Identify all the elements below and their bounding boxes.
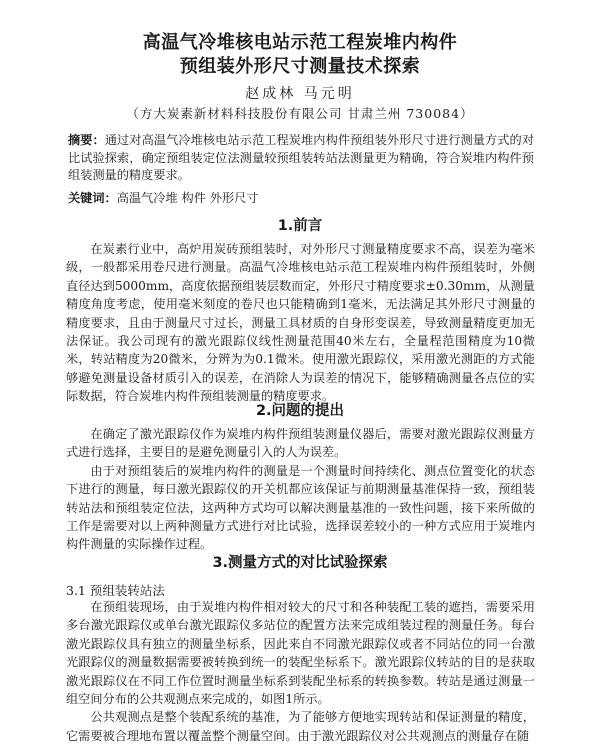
keywords-label: 关键词： <box>68 191 117 205</box>
section-body-introduction <box>66 240 535 406</box>
affiliation: （方大炭素新材料科技股份有限公司 甘肃兰州 730084） <box>126 106 474 121</box>
abstract <box>68 132 534 185</box>
section-heading-comparison: 3.测量方式的对比试验探索 <box>212 555 388 571</box>
keywords-text: 高温气冷堆 构件 外形尺寸 <box>116 191 259 205</box>
section-body-problem <box>66 425 535 554</box>
section-body-comparison <box>66 598 535 745</box>
abstract-label: 摘要： <box>68 133 105 147</box>
authors: 赵成林 马元明 <box>245 86 355 102</box>
paragraph: 在预组装现场，由于炭堆内构件相对较大的尺寸和各种装配工装的遮挡，需要采用多台激光跟踪仪或单台激光跟踪仪多站位的配置方法来完成组装过程的测量任务。每台激光跟踪仪具有独立的测量坐标系，因此来自不同激光跟踪仪或者不同站位的同一台激光跟踪仪的测量数据需要被转换到统一的装配坐标系下。激光跟踪仪转站的目的是获取激光跟踪仪在不同工作位置时测量坐标系到装配坐标系的转换参数。转站是通过测量一组空间分布的公共观测点来完成的，如图1所示。 <box>66 600 535 707</box>
paper-title-line-1: 高温气冷堆核电站示范工程炭堆内构件 <box>142 32 458 53</box>
section-heading-introduction: 1.前言 <box>277 218 323 234</box>
subsection-heading: 3.1 预组装转站法 <box>66 583 165 598</box>
section-heading-problem: 2.问题的提出 <box>255 403 345 419</box>
paragraph: 在确定了激光跟踪仪作为炭堆内构件预组装测量仪器后，需要对激光跟踪仪测量方式进行选择，主要目的是避免测量引入的人为误差。 <box>66 427 535 460</box>
abstract-text: 通过对高温气冷堆核电站示范工程炭堆内构件预组装外形尺寸进行测量方式的对比试验探索，确定预组装定位法测量较预组装转站法测量更为精确，符合炭堆内构件预组装测量的精度要求。 <box>68 133 535 182</box>
keywords <box>68 190 534 207</box>
paper-title-line-2: 预组装外形尺寸测量技术探索 <box>179 56 421 77</box>
paragraph: 在炭素行业中，高炉用炭砖预组装时，对外形尺寸测量精度要求不高，误差为毫米级，一般都采用卷尺进行测量。高温气冷堆核电站示范工程炭堆内构件预组装时，外侧直径达到5000mm，高度依据预组装层数而定，外形尺寸精度要求±0.30mm，从测量精度角度考虑，使用毫米刻度的卷尺也只能精确到1毫米，无法满足其外形尺寸测量的精度要求，且由于测量尺寸过长，测量工具材质的自身形变误差，导致测量精度更加无法保证。我公司现有的激光跟踪仪线性测量范围40米左右，全量程范围精度为10微米，转站精度为20微米，分辨为为0.1微米。使用激光跟踪仪，采用激光测距的方式能够避免测量设备材质引入的误差，在消除人为误差的情况下，能够精确测量各点位的实际数据，符合炭堆内构件预组装测量的精度要求。 <box>66 242 535 404</box>
paragraph: 公共观测点是整个装配系统的基准，为了能够方便地实现转站和保证测量的精度，它需要被合理地布置以覆盖整个测量空间。由于激光跟踪仪对公共观测点的测量存在随 <box>66 710 535 743</box>
paragraph: 由于对预组装后的炭堆内构件的测量是一个测量时间持续化、测点位置变化的状态下进行的测量，每日激光跟踪仪的开关机都应该保证与前期测量基准保持一致，预组装转站法和预组装定位法，这两种方式均可以解决测量基准的一致性问题，接下来所做的工作是需要对以上两种测量方式进行对比试验，选择误差较小的一种方式应用于炭堆内构件测量的实际操作过程。 <box>66 463 535 552</box>
